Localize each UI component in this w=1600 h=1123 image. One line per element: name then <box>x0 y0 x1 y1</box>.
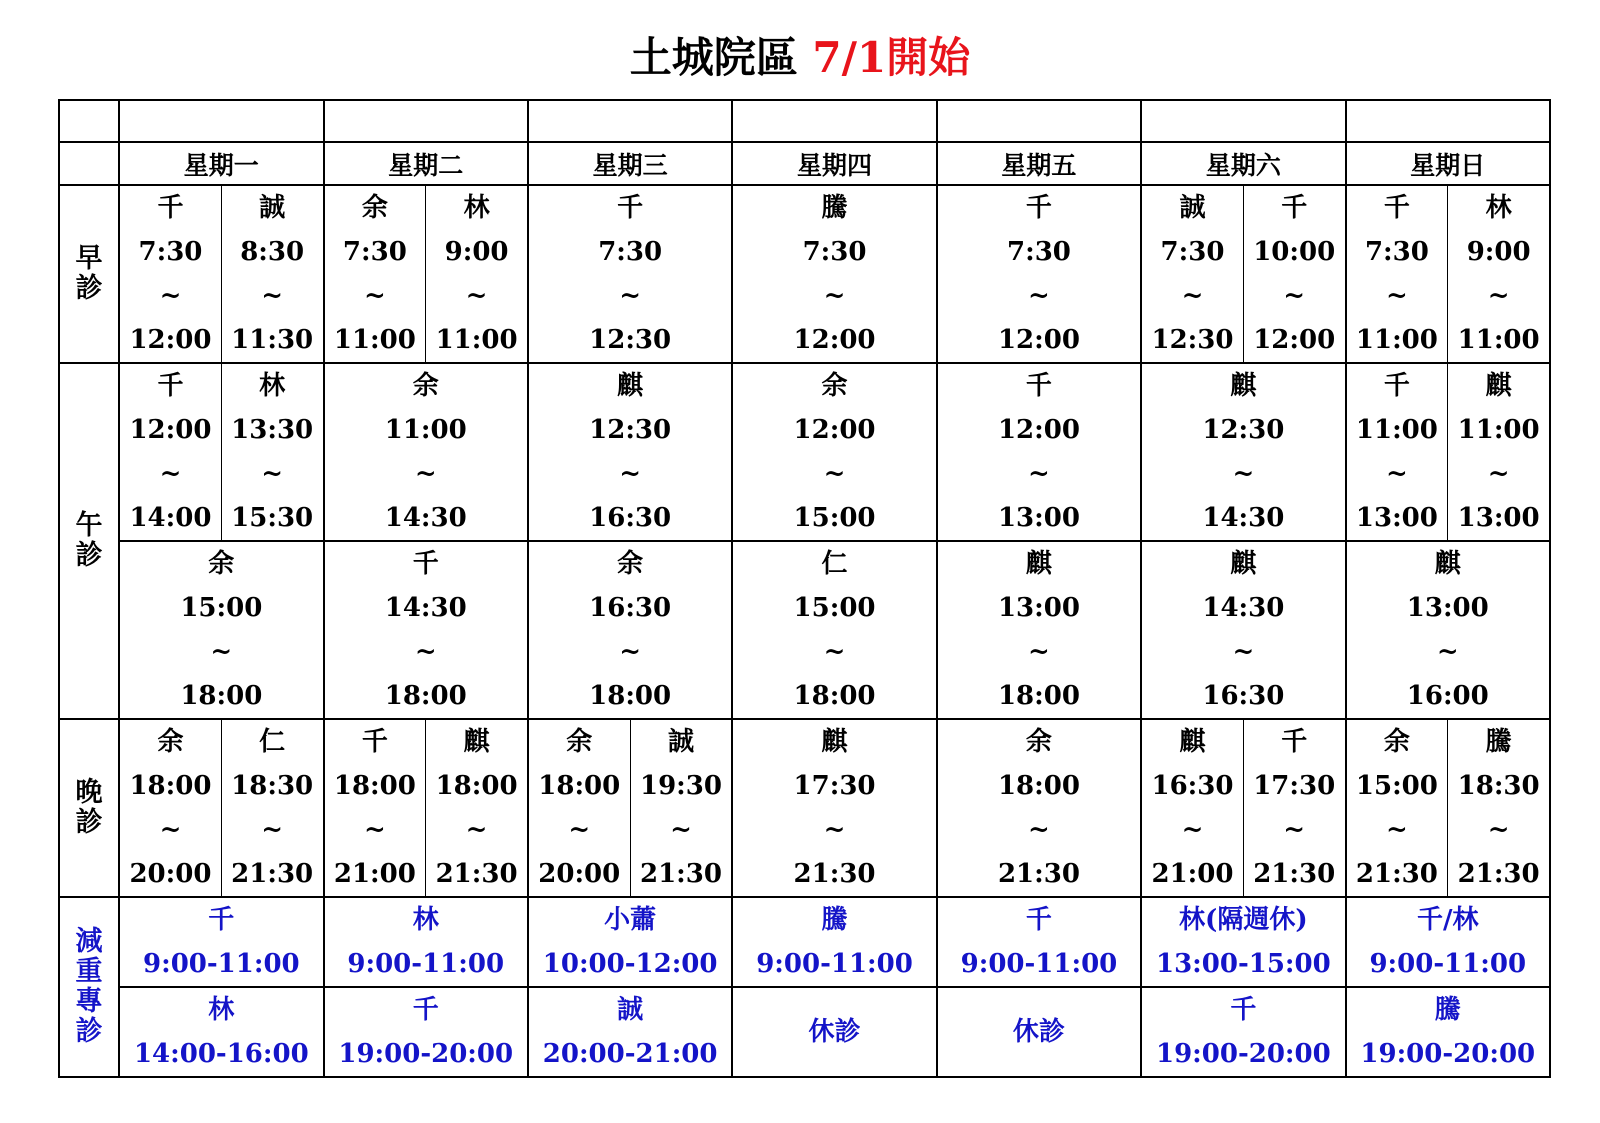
slot-line: 9:00 <box>444 237 509 267</box>
weight1-row <box>59 897 1550 987</box>
slot-line: 21:30 <box>435 859 518 889</box>
slot-line: 12:00 <box>129 415 212 445</box>
schedule-slot <box>937 363 1141 541</box>
schedule-slot <box>1141 541 1345 719</box>
slot-line: 14:00-16:00 <box>133 1039 309 1069</box>
slot-line: 18:00 <box>435 771 518 801</box>
slot-line: 余 <box>361 193 388 223</box>
slot-line: ~ <box>465 815 488 845</box>
schedule-slot <box>324 363 528 541</box>
slot-line: 10:00-12:00 <box>542 949 718 979</box>
schedule-slot <box>630 719 732 897</box>
slot-line: 13:00 <box>1457 503 1540 533</box>
slot-line: ~ <box>1181 281 1204 311</box>
slot-line: 21:30 <box>793 859 876 889</box>
schedule-slot <box>1346 363 1448 541</box>
schedule-slot <box>221 363 323 541</box>
slot-line: 麒 <box>821 727 848 757</box>
blank-day-cell <box>324 100 528 142</box>
slot-line: 千 <box>1281 727 1308 757</box>
slot-line: 21:30 <box>639 859 722 889</box>
slot-line: 千 <box>1383 371 1410 401</box>
slot-line: 21:30 <box>1355 859 1438 889</box>
slot-line: 12:30 <box>589 325 672 355</box>
slot-line: 18:00 <box>180 681 263 711</box>
slot-line: 7:30 <box>342 237 407 267</box>
slot-line: 麒 <box>1230 371 1257 401</box>
slot-line: ~ <box>1487 459 1510 489</box>
schedule-slot <box>528 363 732 541</box>
slot-line: ~ <box>619 637 642 667</box>
slot-line: 余 <box>157 727 184 757</box>
schedule-slot <box>1448 363 1550 541</box>
slot-line: 18:00 <box>538 771 621 801</box>
slot-line: 7:30 <box>1364 237 1429 267</box>
day-header: 星期六 <box>1141 142 1345 185</box>
slot-line: ~ <box>823 637 846 667</box>
schedule-slot <box>1346 541 1550 719</box>
schedule-slot <box>426 185 528 363</box>
day-header: 星期四 <box>732 142 936 185</box>
slot-line: 15:30 <box>231 503 314 533</box>
slot-line: 17:30 <box>1253 771 1336 801</box>
schedule-slot <box>732 541 936 719</box>
evening-row <box>59 719 1550 897</box>
slot-line: ~ <box>1232 637 1255 667</box>
slot-line: 小蕭 <box>604 905 657 935</box>
slot-line: ~ <box>568 815 591 845</box>
schedule-slot <box>937 541 1141 719</box>
schedule-slot <box>119 719 221 897</box>
weight-loss-slot <box>1141 897 1345 987</box>
schedule-table <box>58 99 1551 1078</box>
slot-line: 13:00 <box>997 593 1080 623</box>
slot-line: 千 <box>157 193 184 223</box>
slot-line: 騰 <box>821 193 848 223</box>
schedule-slot <box>1141 719 1243 897</box>
schedule-slot <box>732 185 936 363</box>
schedule-slot <box>937 185 1141 363</box>
slot-line: 麒 <box>1025 549 1052 579</box>
schedule-slot <box>119 541 323 719</box>
slot-line: 余 <box>617 549 644 579</box>
slot-line: ~ <box>1232 459 1255 489</box>
weight-loss-slot <box>119 897 323 987</box>
schedule-slot <box>528 541 732 719</box>
day-header-row <box>59 142 1550 185</box>
slot-line: ~ <box>363 815 386 845</box>
slot-line: 12:00 <box>129 325 212 355</box>
weight-loss-slot <box>1141 987 1345 1077</box>
slot-line: 誠 <box>259 193 286 223</box>
title-main: 土城院區 <box>629 33 813 82</box>
row-label-char: 晚 <box>75 777 103 808</box>
slot-line: 千 <box>361 727 388 757</box>
slot-line: 騰 <box>1485 727 1512 757</box>
slot-line: 林 <box>259 371 286 401</box>
slot-line: 21:00 <box>1151 859 1234 889</box>
row-label-morning <box>59 185 119 363</box>
slot-line: ~ <box>1487 281 1510 311</box>
schedule-slot <box>1243 185 1345 363</box>
slot-line: ~ <box>1028 815 1050 845</box>
slot-line: ~ <box>1028 281 1050 311</box>
weight-loss-slot <box>528 987 732 1077</box>
slot-line: 9:00 <box>1466 237 1531 267</box>
slot-line: ~ <box>823 815 846 845</box>
slot-line: 千 <box>412 995 439 1025</box>
schedule-slot <box>528 185 732 363</box>
weight-loss-slot <box>937 987 1141 1077</box>
schedule-slot <box>324 541 528 719</box>
slot-line: 9:00-11:00 <box>960 949 1118 979</box>
slot-line: 9:00-11:00 <box>347 949 505 979</box>
slot-line: 13:00-15:00 <box>1155 949 1331 979</box>
slot-line: ~ <box>159 459 182 489</box>
slot-line: 19:00-20:00 <box>1360 1039 1536 1069</box>
slot-line: ~ <box>619 281 642 311</box>
slot-line: 仁 <box>821 549 848 579</box>
slot-line: 18:30 <box>1457 771 1540 801</box>
slot-line: 千 <box>1383 193 1410 223</box>
slot-line: 10:00 <box>1253 237 1336 267</box>
weight-loss-slot <box>528 897 732 987</box>
slot-line: 7:30 <box>802 237 867 267</box>
slot-line: 11:00 <box>1457 415 1540 445</box>
slot-line: ~ <box>261 281 284 311</box>
slot-line: 19:00-20:00 <box>338 1039 514 1069</box>
slot-line: 11:00 <box>333 325 416 355</box>
schedule-slot <box>221 185 323 363</box>
slot-line: 13:30 <box>231 415 314 445</box>
slot-line: 14:30 <box>1202 503 1285 533</box>
weight-loss-slot <box>119 987 323 1077</box>
slot-line: ~ <box>261 815 284 845</box>
schedule-slot <box>1141 185 1243 363</box>
slot-line: 18:00 <box>589 681 672 711</box>
row-label-evening <box>59 719 119 897</box>
slot-line: 7:30 <box>1160 237 1225 267</box>
slot-line: 18:00 <box>793 681 876 711</box>
slot-line: ~ <box>210 637 233 667</box>
row-label-char: 診 <box>75 273 103 304</box>
slot-line: 11:00 <box>435 325 518 355</box>
blank-day-cell <box>1141 100 1345 142</box>
slot-line: 誠 <box>1179 193 1206 223</box>
slot-line: 11:00 <box>1355 415 1438 445</box>
day-header: 星期日 <box>1346 142 1550 185</box>
schedule-slot <box>426 719 528 897</box>
slot-line: 誠 <box>617 995 644 1025</box>
slot-line: 12:30 <box>589 415 672 445</box>
slot-line: 21:30 <box>231 859 314 889</box>
slot-line: 13:00 <box>1355 503 1438 533</box>
weight-loss-slot <box>732 987 936 1077</box>
slot-line: 千 <box>1281 193 1308 223</box>
slot-line: ~ <box>823 459 846 489</box>
row-label-char: 午 <box>75 510 103 541</box>
slot-line: ~ <box>159 815 182 845</box>
slot-line: 18:00 <box>384 681 467 711</box>
schedule-slot <box>732 719 936 897</box>
slot-line: 千/林 <box>1417 905 1479 935</box>
slot-line: 21:30 <box>997 859 1080 889</box>
slot-line: 14:00 <box>129 503 212 533</box>
schedule-slot <box>119 185 221 363</box>
row-label-char: 診 <box>75 807 103 838</box>
slot-line: 11:00 <box>384 415 467 445</box>
slot-line: 9:00-11:00 <box>143 949 300 979</box>
weight-loss-slot <box>937 897 1141 987</box>
slot-line: 仁 <box>259 727 286 757</box>
slot-line: 9:00-11:00 <box>756 949 913 979</box>
row-label-char: 減 <box>75 926 103 957</box>
corner-cell <box>59 142 119 185</box>
schedule-slot <box>1448 185 1550 363</box>
slot-line: 千 <box>1025 371 1052 401</box>
slot-line: 12:00 <box>997 415 1080 445</box>
blank-day-cell <box>119 100 323 142</box>
slot-line: 16:00 <box>1406 681 1489 711</box>
slot-line: 15:00 <box>793 593 876 623</box>
slot-line: 千 <box>412 549 439 579</box>
slot-line: 騰 <box>1434 995 1461 1025</box>
slot-line: 20:00 <box>129 859 212 889</box>
slot-line: 15:00 <box>793 503 876 533</box>
slot-line: 千 <box>157 371 184 401</box>
slot-line: 林 <box>412 905 439 935</box>
slot-line: 11:30 <box>231 325 314 355</box>
slot-line: 誠 <box>667 727 694 757</box>
slot-line: ~ <box>1028 637 1050 667</box>
schedule-slot <box>324 719 426 897</box>
slot-line: 12:00 <box>997 325 1080 355</box>
slot-line: 16:30 <box>589 593 672 623</box>
blank-day-cell <box>732 100 936 142</box>
row-label-char: 診 <box>75 1016 103 1047</box>
blank-day-cell <box>937 100 1141 142</box>
slot-line: ~ <box>465 281 488 311</box>
blank-day-cell <box>528 100 732 142</box>
slot-line: 13:00 <box>997 503 1080 533</box>
row-label-char: 診 <box>75 540 103 571</box>
blank-day-cell <box>1346 100 1550 142</box>
slot-line: 麒 <box>1485 371 1512 401</box>
schedule-slot <box>119 363 221 541</box>
slot-line: 麒 <box>1434 549 1461 579</box>
title-start-date: 7/1開始 <box>812 33 971 82</box>
row-label-char: 重 <box>75 956 103 987</box>
row-label-afternoon <box>59 363 119 719</box>
slot-line: ~ <box>1181 815 1204 845</box>
slot-line: 21:30 <box>1253 859 1336 889</box>
schedule-slot <box>937 719 1141 897</box>
afternoon1-row <box>59 363 1550 541</box>
slot-line: 千 <box>208 905 235 935</box>
corner-cell <box>59 100 119 142</box>
slot-line: 12:30 <box>1202 415 1285 445</box>
slot-line: 7:30 <box>1007 237 1071 267</box>
slot-line: 千 <box>1025 905 1052 935</box>
day-header: 星期三 <box>528 142 732 185</box>
page-title <box>0 32 1600 84</box>
day-header: 星期一 <box>119 142 323 185</box>
slot-line: 18:00 <box>129 771 212 801</box>
day-header: 星期二 <box>324 142 528 185</box>
slot-line: ~ <box>363 281 386 311</box>
slot-line: 12:00 <box>1253 325 1336 355</box>
slot-line: 余 <box>412 371 439 401</box>
schedule-slot <box>732 363 936 541</box>
slot-line: 7:30 <box>598 237 663 267</box>
slot-line: 余 <box>208 549 235 579</box>
schedule-slot <box>1346 185 1448 363</box>
slot-line: 13:00 <box>1406 593 1489 623</box>
slot-line: 千 <box>1025 193 1052 223</box>
slot-line: ~ <box>823 281 846 311</box>
slot-line: 11:00 <box>1457 325 1540 355</box>
slot-line: 麒 <box>1230 549 1257 579</box>
slot-line: 12:30 <box>1151 325 1234 355</box>
weight-loss-slot <box>732 897 936 987</box>
row-label-char: 專 <box>75 986 103 1017</box>
slot-line: 15:00 <box>1355 771 1438 801</box>
slot-line: 林 <box>463 193 490 223</box>
weight-loss-slot <box>1346 987 1550 1077</box>
schedule-slot <box>1346 719 1448 897</box>
schedule-slot <box>324 185 426 363</box>
slot-line: 休診 <box>808 1017 861 1047</box>
slot-line: ~ <box>261 459 284 489</box>
slot-line: 8:30 <box>240 237 305 267</box>
slot-line: 21:30 <box>1457 859 1540 889</box>
slot-line: 林 <box>1485 193 1512 223</box>
slot-line: ~ <box>1386 281 1408 311</box>
day-header: 星期五 <box>937 142 1141 185</box>
slot-line: 11:00 <box>1355 325 1438 355</box>
slot-line: ~ <box>414 459 437 489</box>
slot-line: ~ <box>1283 815 1306 845</box>
slot-line: ~ <box>1436 637 1459 667</box>
slot-line: 騰 <box>821 905 848 935</box>
schedule-slot <box>528 719 630 897</box>
slot-line: ~ <box>619 459 642 489</box>
slot-line: 18:00 <box>997 681 1080 711</box>
weight-loss-slot <box>1346 897 1550 987</box>
slot-line: 18:30 <box>231 771 314 801</box>
slot-line: 林(隔週休) <box>1179 905 1308 935</box>
slot-line: 18:00 <box>997 771 1080 801</box>
slot-line: 14:30 <box>1202 593 1285 623</box>
slot-line: 余 <box>1383 727 1410 757</box>
slot-line: 20:00-21:00 <box>542 1039 718 1069</box>
weight2-row <box>59 987 1550 1077</box>
slot-line: 12:00 <box>793 325 876 355</box>
slot-line: 7:30 <box>138 237 203 267</box>
slot-line: 19:30 <box>639 771 722 801</box>
slot-line: 18:00 <box>333 771 416 801</box>
slot-line: 余 <box>821 371 848 401</box>
afternoon2-row <box>59 541 1550 719</box>
slot-line: 16:30 <box>589 503 672 533</box>
slot-line: 14:30 <box>384 503 467 533</box>
schedule-slot <box>1243 719 1345 897</box>
schedule-slot <box>1448 719 1550 897</box>
row-label-char: 早 <box>75 243 103 274</box>
slot-line: ~ <box>159 281 182 311</box>
slot-line: 16:30 <box>1151 771 1234 801</box>
slot-line: ~ <box>1028 459 1050 489</box>
slot-line: 9:00-11:00 <box>1369 949 1527 979</box>
slot-line: 17:30 <box>793 771 876 801</box>
slot-line: 休診 <box>1012 1017 1065 1047</box>
schedule-slot <box>221 719 323 897</box>
weight-loss-slot <box>324 987 528 1077</box>
slot-line: 21:00 <box>333 859 416 889</box>
slot-line: 麒 <box>463 727 490 757</box>
slot-line: 余 <box>1025 727 1052 757</box>
slot-line: ~ <box>670 815 692 845</box>
slot-line: ~ <box>414 637 437 667</box>
slot-line: ~ <box>1487 815 1510 845</box>
schedule-slot <box>1141 363 1345 541</box>
slot-line: 余 <box>566 727 593 757</box>
weight-loss-slot <box>324 897 528 987</box>
slot-line: 千 <box>1230 995 1257 1025</box>
blank-header-row <box>59 100 1550 142</box>
slot-line: 麒 <box>617 371 644 401</box>
slot-line: ~ <box>1386 815 1408 845</box>
slot-line: 15:00 <box>180 593 263 623</box>
slot-line: 林 <box>208 995 235 1025</box>
morning-row <box>59 185 1550 363</box>
slot-line: 12:00 <box>793 415 876 445</box>
slot-line: ~ <box>1386 459 1408 489</box>
slot-line: 16:30 <box>1202 681 1285 711</box>
slot-line: 20:00 <box>538 859 621 889</box>
slot-line: 14:30 <box>384 593 467 623</box>
slot-line: 麒 <box>1179 727 1206 757</box>
row-label-weight-loss <box>59 897 119 1077</box>
slot-line: 千 <box>617 193 644 223</box>
slot-line: 19:00-20:00 <box>1155 1039 1331 1069</box>
slot-line: ~ <box>1283 281 1306 311</box>
